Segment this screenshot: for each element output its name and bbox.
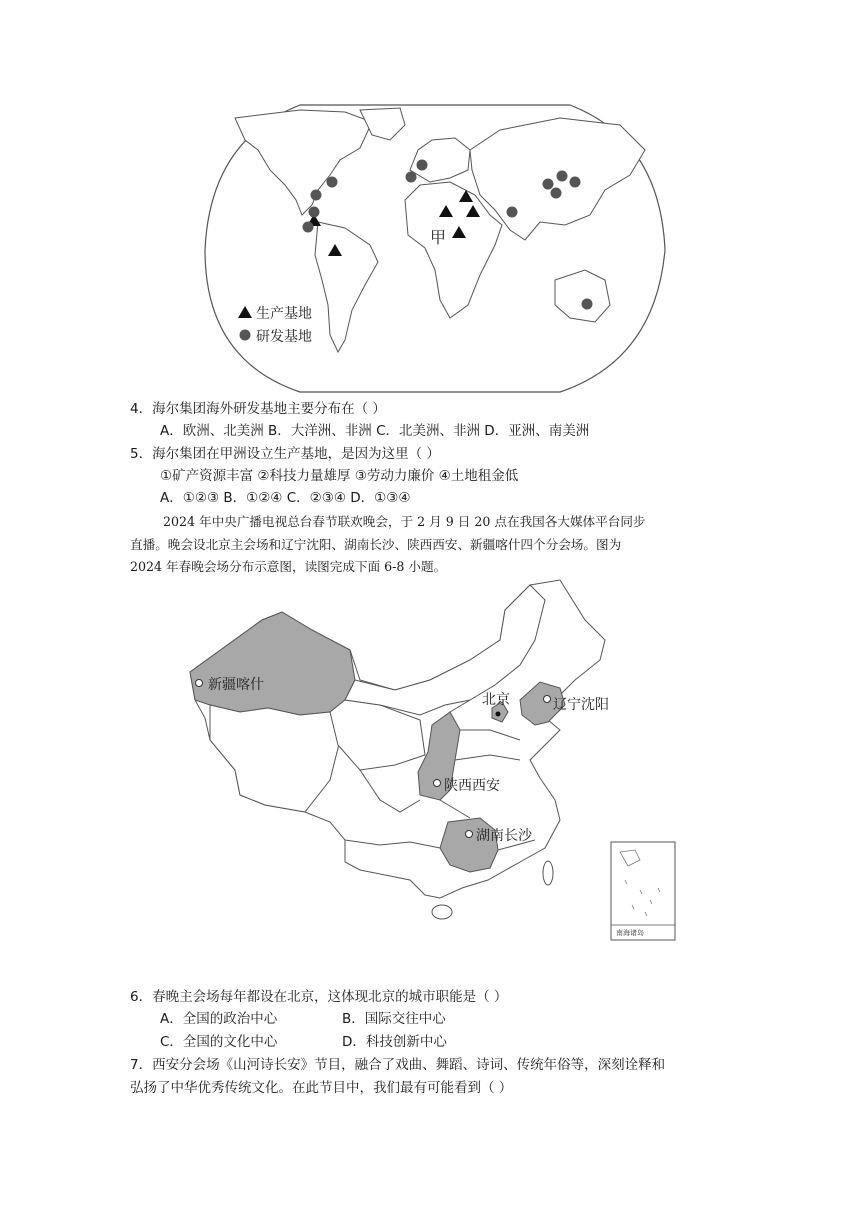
- passage-line-1: 2024 年中央广播电视总台春节联欢晚会，于 2 月 9 日 20 点在我国各大媒体平台同步: [163, 514, 646, 529]
- passage-line-2: 直播。晚会设北京主会场和辽宁沈阳、湖南长沙、陕西西安、新疆喀什四个分会场。图为: [130, 537, 622, 552]
- shaanxi-marker: [434, 780, 441, 787]
- q6-option-c: C．全国的文化中心: [160, 1034, 278, 1050]
- passage-line-3: 2024 年春晚会场分布示意图，读图完成下面 6-8 小题。: [130, 559, 447, 574]
- rnd-base-marker: [543, 179, 554, 190]
- q6-option-a: A．全国的政治中心: [160, 1011, 278, 1027]
- province-xinjiang: [190, 612, 355, 715]
- xinjiang-label: 新疆喀什: [208, 677, 264, 693]
- hunan-label: 湖南长沙: [476, 828, 532, 844]
- taiwan-island: [543, 861, 553, 885]
- rnd-base-marker: [582, 299, 593, 310]
- rnd-base-marker: [551, 188, 562, 199]
- rnd-base-marker: [417, 160, 428, 171]
- hainan-island: [432, 905, 452, 919]
- q6-stem: 6．春晚主会场每年都设在北京，这体现北京的城市职能是（ ）: [130, 989, 508, 1005]
- rnd-base-marker: [327, 177, 338, 188]
- q4-options: A．欧洲、北美洲 B．大洋洲、非洲 C．北美洲、非洲 D．亚洲、南美洲: [160, 423, 590, 439]
- rnd-base-marker: [309, 207, 320, 218]
- label-jia: 甲: [430, 228, 447, 247]
- rnd-base-marker: [557, 171, 568, 182]
- q6-option-b: B．国际交往中心: [342, 1011, 446, 1027]
- xinjiang-marker: [196, 680, 203, 687]
- shaanxi-label: 陕西西安: [444, 778, 500, 794]
- world-map: [0, 0, 860, 400]
- q7-line-1: 7．西安分会场《山河诗长安》节目，融合了戏曲、舞蹈、诗词、传统年俗等，深刻诠释和: [130, 1057, 666, 1073]
- rnd-base-marker: [311, 190, 322, 201]
- q4-stem: 4．海尔集团海外研发基地主要分布在（ ）: [130, 401, 386, 417]
- liaoning-label: 辽宁沈阳: [553, 697, 609, 713]
- legend-rnd-label: 研发基地: [256, 329, 312, 345]
- rnd-base-marker: [406, 172, 417, 183]
- q5-items: ①矿产资源丰富 ②科技力量雄厚 ③劳动力廉价 ④土地租金低: [160, 468, 519, 484]
- inset-label: 南海诸岛: [616, 929, 644, 937]
- rnd-base-marker: [570, 177, 581, 188]
- q7-line-2: 弘扬了中华优秀传统文化。在此节目中，我们最有可能看到（ ）: [130, 1080, 513, 1096]
- hunan-marker: [466, 831, 473, 838]
- legend-dot-icon: [240, 330, 251, 341]
- liaoning-marker: [544, 696, 551, 703]
- beijing-marker: [496, 712, 501, 717]
- china-map: [0, 572, 860, 952]
- legend-production-label: 生产基地: [256, 306, 312, 322]
- beijing-label: 北京: [482, 692, 510, 708]
- q5-stem: 5．海尔集团在甲洲设立生产基地，是因为这里（ ）: [130, 446, 440, 462]
- rnd-base-marker: [303, 222, 314, 233]
- rnd-base-marker: [507, 207, 518, 218]
- q6-option-d: D．科技创新中心: [342, 1034, 447, 1050]
- q5-options: A．①②③ B．①②④ C．②③④ D．①③④: [160, 490, 411, 506]
